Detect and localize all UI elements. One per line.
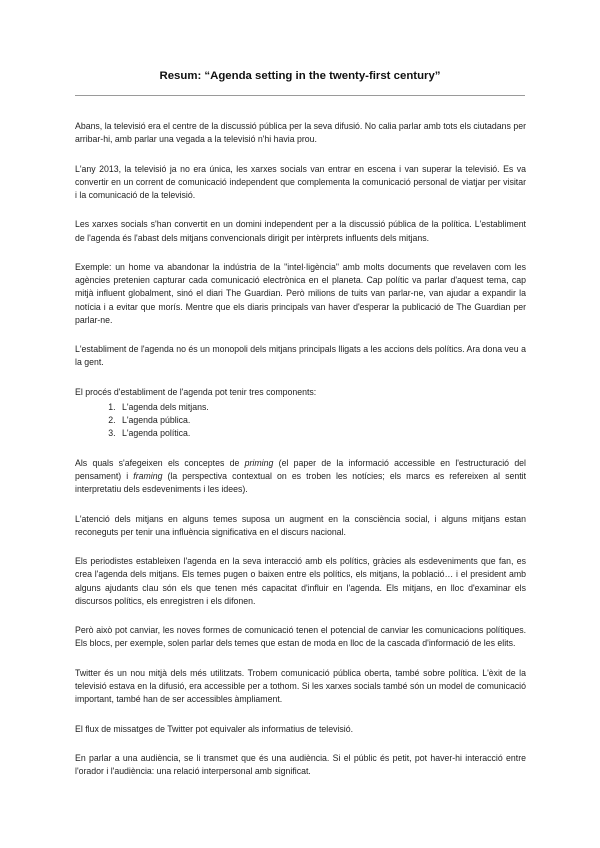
document-title: Resum: “Agenda setting in the twenty-first century” (159, 70, 441, 82)
concepts-text: Als quals s'afegeixen els conceptes de (75, 457, 245, 468)
paragraph: L'establiment de l'agenda no és un monopoli dels mitjans principals lligats a les accions dels polítics. Ara dona veu a la gent. (75, 344, 526, 368)
components-list (75, 401, 526, 441)
paragraph: El flux de missatges de Twitter pot equivaler als informatius de televisió. (75, 723, 354, 734)
paragraph: Abans, la televisió era el centre de la discussió pública per la seva difusió. No calia parlar amb tots els ciutadans per arribar-hi, amb parlar una vegada a la televisió n'hi havia prou. (75, 121, 526, 145)
paragraph: Twitter és un nou mitjà dels més utilitzats. Trobem comunicació pública oberta, també sobre política. L'èxit de la televisió estava en la difusió, era accessible per a tothom. Si les xarxes socials també són un model de comunicació important, també han de ser accessibles àmpliament. (75, 667, 526, 705)
paragraph: Però això pot canviar, les noves formes de comunicació tenen el potencial de canviar les comunicacions polítiques. Els blocs, per exemple, solen parlar dels temes que estan de moda en lloc de la cascada d'informació de les elits. (75, 625, 526, 649)
list-item: 2. L'agenda pública. (118, 414, 526, 427)
paragraph: En parlar a una audiència, se li transmet que és una audiència. Si el públic és petit, pot haver-hi interacció entre l'orador i l'audiència: una relació interpersonal amb significat. (75, 752, 526, 777)
list-item: 3. L'agenda política. (118, 427, 526, 440)
title-divider (75, 95, 525, 96)
term-framing: framing (133, 470, 163, 481)
paragraph: Les xarxes socials s'han convertit en un domini independent per a la discussió pública de la política. L'establiment de l'agenda és l'abast dels mitjans convencionals dirigit per intèrprets influents dels mitjans. (75, 219, 526, 243)
paragraph: Exemple: un home va abandonar la indústria de la "intel·ligència" amb molts documents que revelaven com les agències pretenien capturar cada comunicació electrònica en el planeta. Cap polític va parlar d'aquest tema, cap mitjà influent globalment, sinó el diari The Guardian. Però milions de tuits van parlar-ne, van ajudar a expandir la notícia i a evitar que morís. Mentre que els diaris principals van haver d'esperar la publicació de The Guardian per parlar-ne. (75, 261, 526, 325)
paragraph: L'atenció dels mitjans en alguns temes suposa un augment en la consciència social, i alguns mitjans estan reconeguts per tenir una influència significativa en el discurs nacional. (75, 513, 526, 537)
list-item: 1. L'agenda dels mitjans. (118, 401, 526, 414)
concepts-text: (la perspectiva contextual on es troben les notícies; els marcs es refereixen al sentit interpretatiu dels esdeveniments i les idees). (75, 470, 527, 495)
document-body (75, 120, 526, 795)
concepts-paragraph (75, 457, 526, 497)
components-intro: El procés d'establiment de l'agenda pot tenir tres components: (75, 386, 317, 397)
term-priming: priming (244, 457, 274, 468)
concepts-text: (el paper de la informació accessible en l'estructuració del pensament) i (75, 457, 526, 481)
paragraph: Els periodistes estableixen l'agenda en la seva interacció amb els polítics, gràcies als esdeveniments que fan, es crea l'agenda dels mitjans. Els temes pugen o baixen entre els polítics, els mitjans, la població… i el president amb alguns ajudants clau són els que tenen més capacitat d'influir en l'agenda. Els mitjans, en lloc d'examinar els discursos polítics, els enregistren i els difonen. (75, 556, 526, 606)
paragraph: L'any 2013, la televisió ja no era única, les xarxes socials van entrar en escena i van superar la televisió. Es va convertir en un corrent de comunicació independent que complementa la comunicació personal de viatjar per visitar i la comunicació de la televisió. (75, 163, 526, 200)
